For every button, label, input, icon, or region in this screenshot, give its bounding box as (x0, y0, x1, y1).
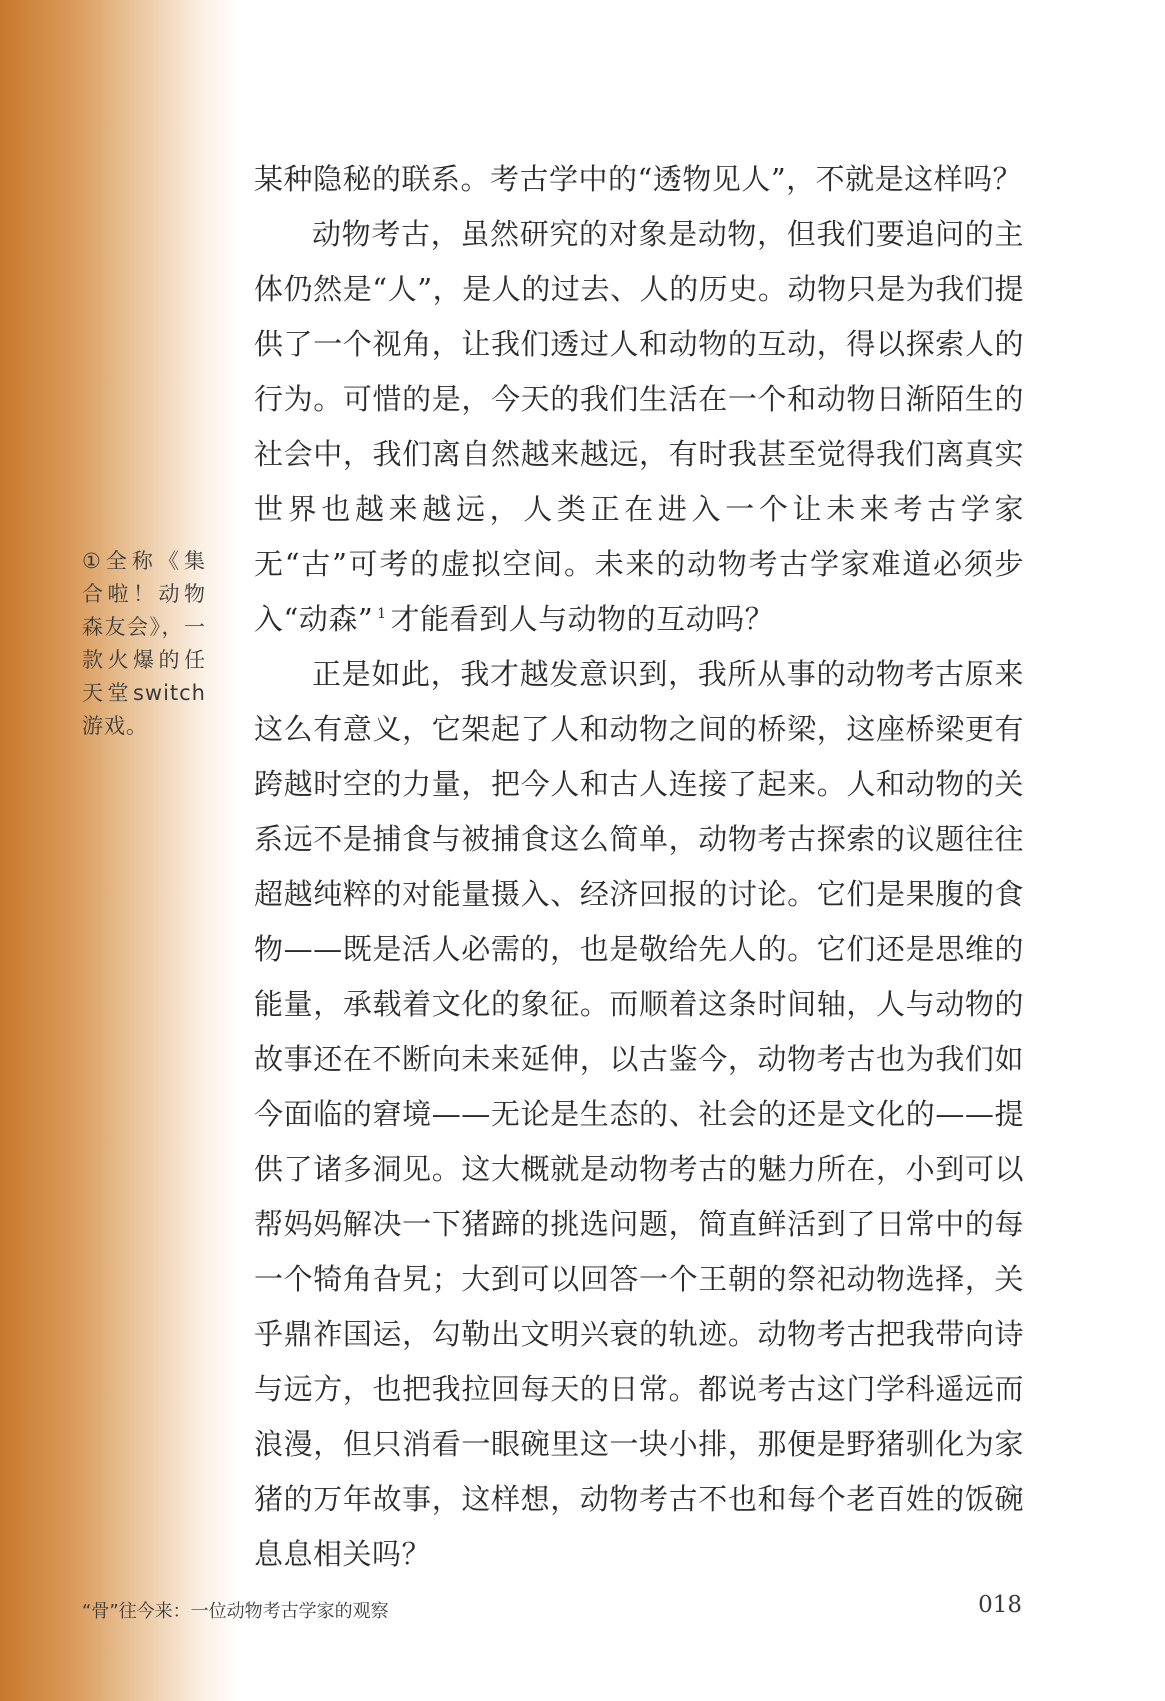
paragraph-2 (254, 207, 1024, 647)
main-body-text (254, 152, 1024, 1582)
page-number: 018 (978, 1592, 1022, 1618)
footnote-marker: 1 (377, 606, 387, 623)
decorative-side-band (0, 0, 240, 1701)
paragraph-2-text: 动物考古，虽然研究的对象是动物，但我们要追问的主体仍然是“人”，是人的过去、人的历史。动物只是为我们提供了一个视角，让我们透过人和动物的互动，得以探索人的行为。可惜的是，今天的我们生活在一个和动物日渐陌生的社会中，我们离自然越来越远，有时我甚至觉得我们离真实世界也越来越远，人类正在进入一个让未来考古学家无“古”可考的虚拟空间。未来的动物考古学家难道必须步入“动森” (254, 217, 1024, 636)
sidenote: ①全称《集合啦！动物森友会》，一款火爆的任天堂switch游戏。 (82, 549, 206, 738)
paragraph-2-text-end: 才能看到人与动物的互动吗？ (390, 602, 775, 636)
footer-book-title: “骨”往今来：一位动物考古学家的观察 (82, 1601, 389, 1622)
paragraph-1: 某种隐秘的联系。考古学中的“透物见人”，不就是这样吗？ (254, 162, 1023, 196)
paragraph-3: 正是如此，我才越发意识到，我所从事的动物考古原来这么有意义，它架起了人和动物之间的桥梁，这座桥梁更有跨越时空的力量，把今人和古人连接了起来。人和动物的关系远不是捕食与被捕食这么简单，动物考古探索的议题往往超越纯粹的对能量摄入、经济回报的讨论。它们是果腹的食物——既是活人必需的，也是敬给先人的。它们还是思维的能量，承载着文化的象征。而顺着这条时间轴，人与动物的故事还在不断向未来延伸，以古鉴今，动物考古也为我们如今面临的窘境——无论是生态的、社会的还是文化的——提供了诸多洞见。这大概就是动物考古的魅力所在，小到可以帮妈妈解决一下猪蹄的挑选问题，简直鲜活到了日常中的每一个犄角旮旯；大到可以回答一个王朝的祭祀动物选择，关乎鼎祚国运，勾勒出文明兴衰的轨迹。动物考古把我带向诗与远方，也把我拉回每天的日常。都说考古这门学科遥远而浪漫，但只消看一眼碗里这一块小排，那便是野猪驯化为家猪的万年故事，这样想，动物考古不也和每个老百姓的饭碗息息相关吗？ (254, 657, 1024, 1571)
